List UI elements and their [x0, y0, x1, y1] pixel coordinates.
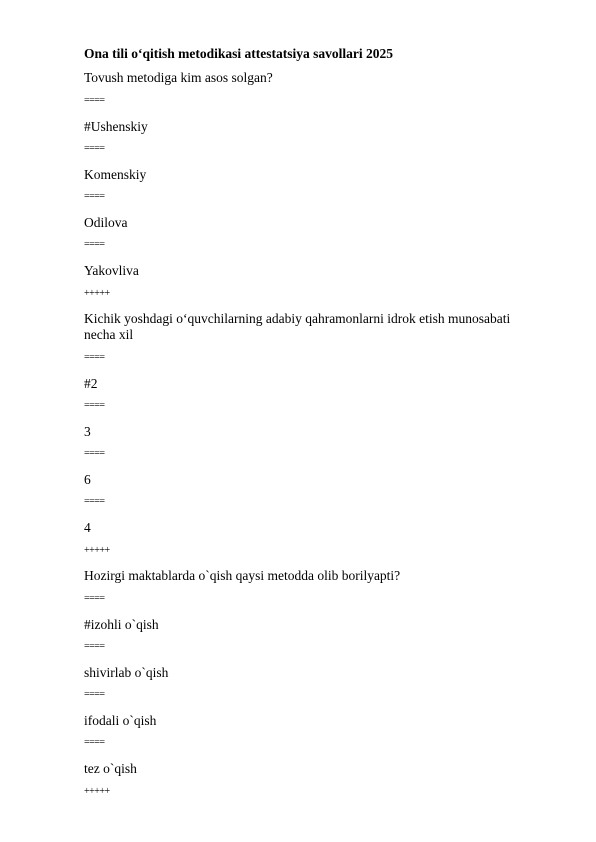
option-separator: ====: [84, 448, 105, 459]
option-separator: ====: [84, 352, 105, 363]
option-separator: ====: [84, 95, 105, 106]
option-separator: ====: [84, 239, 105, 250]
question-1-option-2: Komenskiy: [84, 167, 147, 182]
option-separator: ====: [84, 191, 105, 202]
question-2-option-3: 6: [84, 472, 91, 487]
block-separator: +++++: [84, 786, 110, 797]
question-2-option-1: #2: [84, 376, 98, 391]
question-3-option-4: tez o`qish: [84, 761, 137, 776]
option-separator: ====: [84, 143, 105, 154]
question-1-option-3: Odilova: [84, 215, 128, 230]
option-separator: ====: [84, 400, 105, 411]
question-3-option-2: shivirlab o`qish: [84, 665, 169, 680]
question-2-option-2: 3: [84, 424, 91, 439]
question-3-option-1: #izohli o`qish: [84, 617, 159, 632]
question-1-option-1: #Ushenskiy: [84, 119, 148, 134]
option-separator: ====: [84, 496, 105, 507]
question-1-option-4: Yakovliva: [84, 263, 139, 278]
question-2-option-4: 4: [84, 520, 91, 535]
question-3: Hozirgi maktablarda o`qish qaysi metodda olib borilyapti?: [84, 568, 401, 583]
option-separator: ====: [84, 689, 105, 700]
question-1: Tovush metodiga kim asos solgan?: [84, 70, 273, 85]
block-separator: +++++: [84, 288, 110, 299]
document-title: Ona tili o‘qitish metodikasi attestatsiya savollari 2025: [84, 46, 394, 61]
option-separator: ====: [84, 641, 105, 652]
option-separator: ====: [84, 593, 105, 604]
option-separator: ====: [84, 737, 105, 748]
question-2: Kichik yoshdagi o‘quvchilarning adabiy qahramonlarni idrok etish munosabati necha xil: [84, 311, 511, 342]
block-separator: +++++: [84, 545, 110, 556]
question-3-option-3: ifodali o`qish: [84, 713, 157, 728]
